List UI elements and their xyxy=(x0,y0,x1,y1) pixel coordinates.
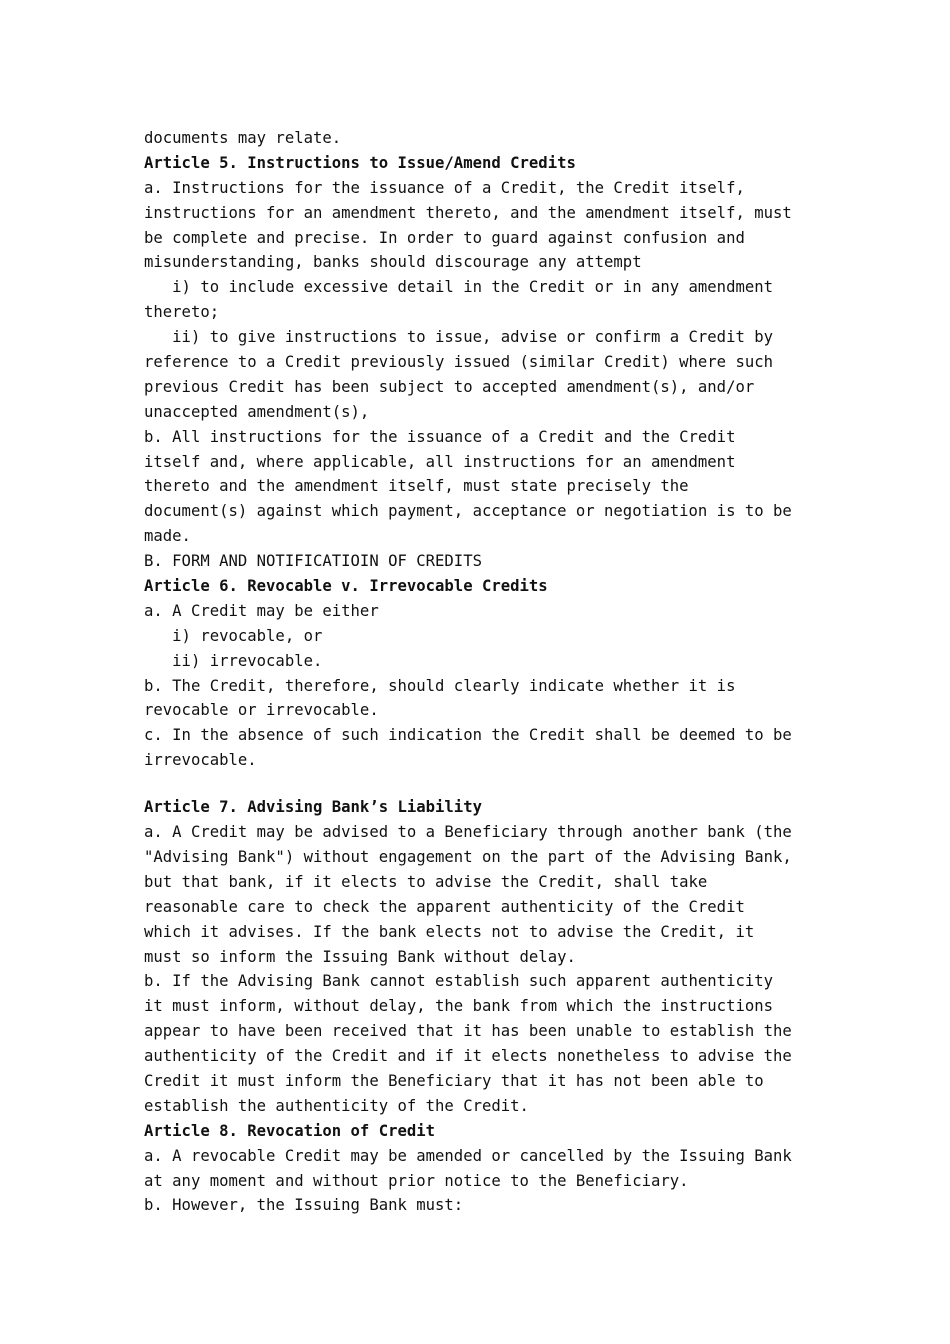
text-line: misunderstanding, banks should discourage any attempt xyxy=(144,253,642,272)
text-line: be complete and precise. In order to guard against confusion and xyxy=(144,228,745,247)
text-line: ii) irrevocable. xyxy=(144,651,323,670)
text-line: c. In the absence of such indication the Credit shall be deemed to be xyxy=(144,726,792,745)
text-line: establish the authenticity of the Credit. xyxy=(144,1096,529,1115)
text-line: made. xyxy=(144,527,191,546)
text-line: revocable or irrevocable. xyxy=(144,701,379,720)
text-line: i) to include excessive detail in the Credit or in any amendment xyxy=(144,278,774,297)
text-line: thereto; xyxy=(144,303,220,322)
article-heading: Article 8. Revocation of Credit xyxy=(144,1121,436,1140)
blank-line xyxy=(144,773,824,795)
text-line: b. The Credit, therefore, should clearly indicate whether it is xyxy=(144,676,736,695)
document-body xyxy=(144,126,824,1218)
text-line: at any moment and without prior notice to the Beneficiary. xyxy=(144,1171,689,1190)
text-line: irrevocable. xyxy=(144,751,257,770)
text-line: ii) to give instructions to issue, advise or confirm a Credit by xyxy=(144,328,774,347)
text-line: Credit it must inform the Beneficiary that it has not been able to xyxy=(144,1071,764,1090)
article-heading: Article 7. Advising Bank’s Liability xyxy=(144,798,482,817)
text-line: i) revocable, or xyxy=(144,626,323,645)
text-line: instructions for an amendment thereto, and the amendment itself, must xyxy=(144,203,792,222)
text-line: authenticity of the Credit and if it elects nonetheless to advise the xyxy=(144,1047,792,1066)
text-line: appear to have been received that it has been unable to establish the xyxy=(144,1022,792,1041)
text-line: itself and, where applicable, all instructions for an amendment xyxy=(144,452,736,471)
text-line: reasonable care to check the apparent authenticity of the Credit xyxy=(144,897,745,916)
text-line: documents may relate. xyxy=(144,129,342,147)
text-line: it must inform, without delay, the bank from which the instructions xyxy=(144,997,774,1016)
text-line: previous Credit has been subject to accepted amendment(s), and/or xyxy=(144,377,755,396)
text-line: must so inform the Issuing Bank without delay. xyxy=(144,947,576,966)
article-heading: Article 5. Instructions to Issue/Amend Credits xyxy=(144,153,576,172)
text-line: a. A Credit may be either xyxy=(144,601,379,620)
text-line: b. However, the Issuing Bank must: xyxy=(144,1196,464,1215)
text-line: B. FORM AND NOTIFICATIOIN OF CREDITS xyxy=(144,552,482,571)
text-line: reference to a Credit previously issued (similar Credit) where such xyxy=(144,353,774,372)
text-line: document(s) against which payment, acceptance or negotiation is to be xyxy=(144,502,792,521)
text-line: thereto and the amendment itself, must state precisely the xyxy=(144,477,689,496)
text-line: which it advises. If the bank elects not to advise the Credit, it xyxy=(144,922,755,941)
text-line: a. A revocable Credit may be amended or cancelled by the Issuing Bank xyxy=(144,1146,792,1165)
text-line: "Advising Bank") without engagement on the part of the Advising Bank, xyxy=(144,847,792,866)
text-line: but that bank, if it elects to advise the Credit, shall take xyxy=(144,872,708,891)
text-line: a. A Credit may be advised to a Beneficiary through another bank (the xyxy=(144,823,792,842)
text-line: b. All instructions for the issuance of a Credit and the Credit xyxy=(144,427,736,446)
article-heading: Article 6. Revocable v. Irrevocable Credits xyxy=(144,577,548,596)
text-line: a. Instructions for the issuance of a Credit, the Credit itself, xyxy=(144,178,745,197)
text-line: b. If the Advising Bank cannot establish such apparent authenticity xyxy=(144,972,774,991)
text-line: unaccepted amendment(s), xyxy=(144,402,370,421)
